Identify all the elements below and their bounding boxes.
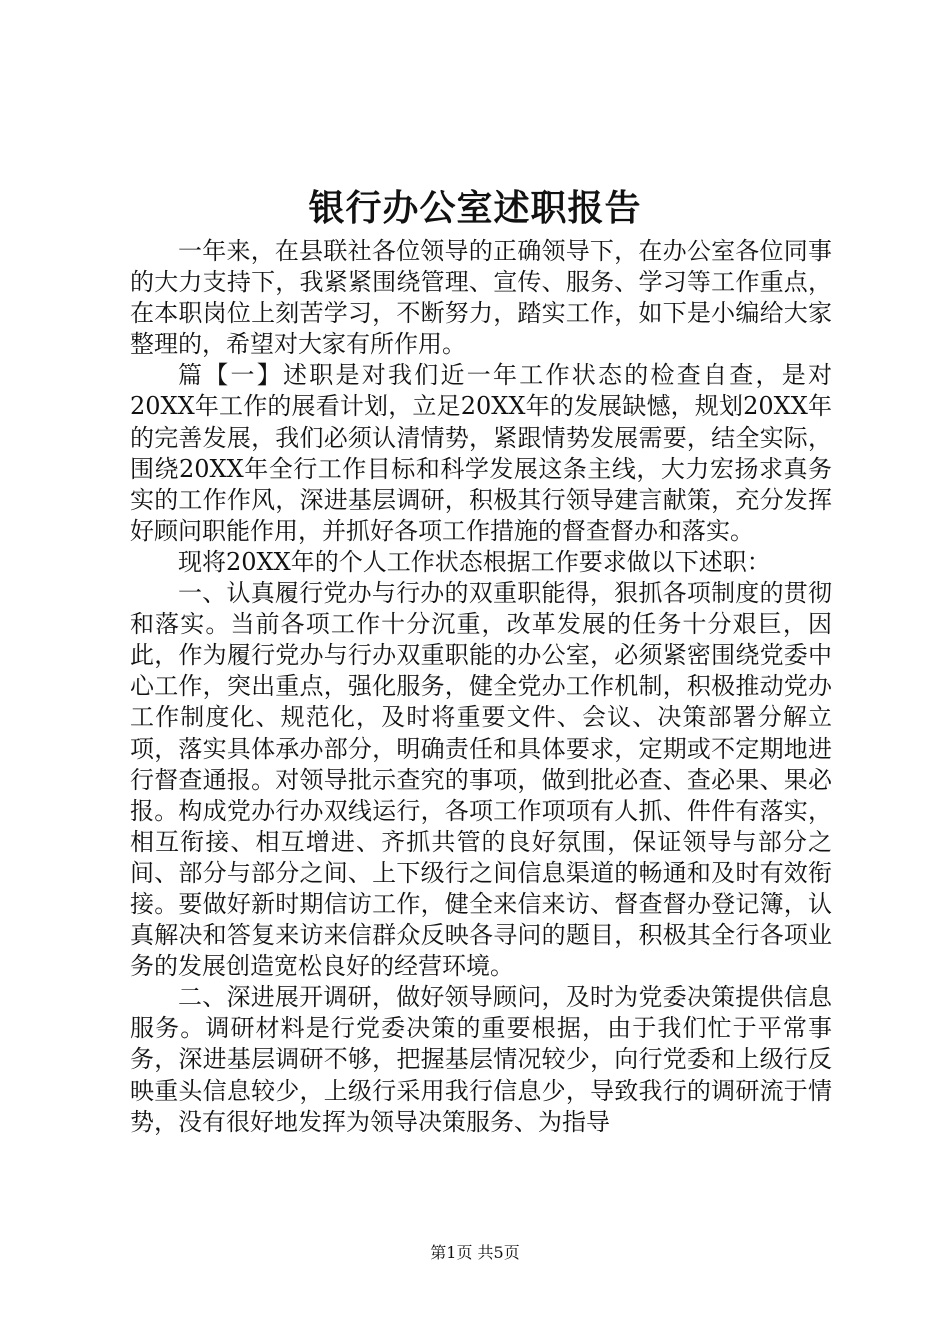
paragraph-lead-in: 现将20XX年的个人工作状态根据工作要求做以下述职： bbox=[178, 547, 771, 576]
paragraph-part-one: 篇【一】述职是对我们近一年工作状态的检查自查，是对20XX年工作的展看计划，立足20XX年的发展缺憾，规划20XX年的完善发展，我们必须认清情势，紧跟情势发展需要，结全实际，围绕20XX年全行工作目标和科学发展这条主线，大力宏扬求真务实的工作作风，深进基层调研，积极其行领导建言献策，充分发挥好顾问职能作用，并抓好各项工作措施的督查督办和落实。 bbox=[130, 361, 832, 545]
page-number-footer: 第1页 共5页 bbox=[430, 1243, 520, 1262]
paragraph-section-two: 二、深进展开调研，做好领导顾问，及时为党委决策提供信息服务。调研材料是行党委决策的重要根据，由于我们忙于平常事务，深进基层调研不够，把握基层情况较少，向行党委和上级行反映重头信息较少，上级行采用我行信息少，导致我行的调研流于情势，没有很好地发挥为领导决策服务、为指导 bbox=[130, 983, 832, 1136]
paragraph-intro: 一年来，在县联社各位领导的正确领导下，在办公室各位同事的大力支持下，我紧紧围绕管理、宣传、服务、学习等工作重点，在本职岗位上刻苦学习，不断努力，踏实工作，如下是小编给大家整理的，希望对大家有所作用。 bbox=[130, 237, 832, 359]
document-body bbox=[130, 236, 832, 1138]
document-title: 银行办公室述职报告 bbox=[308, 187, 642, 229]
paragraph-section-one: 一、认真履行党办与行办的双重职能得，狠抓各项制度的贯彻和落实。当前各项工作十分沉重，改革发展的任务十分艰巨，因此，作为履行党办与行办双重职能的办公室，必须紧密围绕党委中心工作，突出重点，强化服务，健全党办工作机制，积极推动党办工作制度化、规范化，及时将重要文件、会议、决策部署分解立项，落实具体承办部分，明确责任和具体要求，定期或不定期地进行督查通报。对领导批示查究的事项，做到批必查、查必果、果必报。构成党办行办双线运行，各项工作项项有人抓、件件有落实，相互衔接、相互增进、齐抓共管的良好氛围，保证领导与部分之间、部分与部分之间、上下级行之间信息渠道的畅通和及时有效衔接。要做好新时期信访工作，健全来信来访、督查督办登记簿，认真解决和答复来访来信群众反映各寻问的题目，积极其全行各项业务的发展创造宽松良好的经营环境。 bbox=[130, 579, 832, 981]
